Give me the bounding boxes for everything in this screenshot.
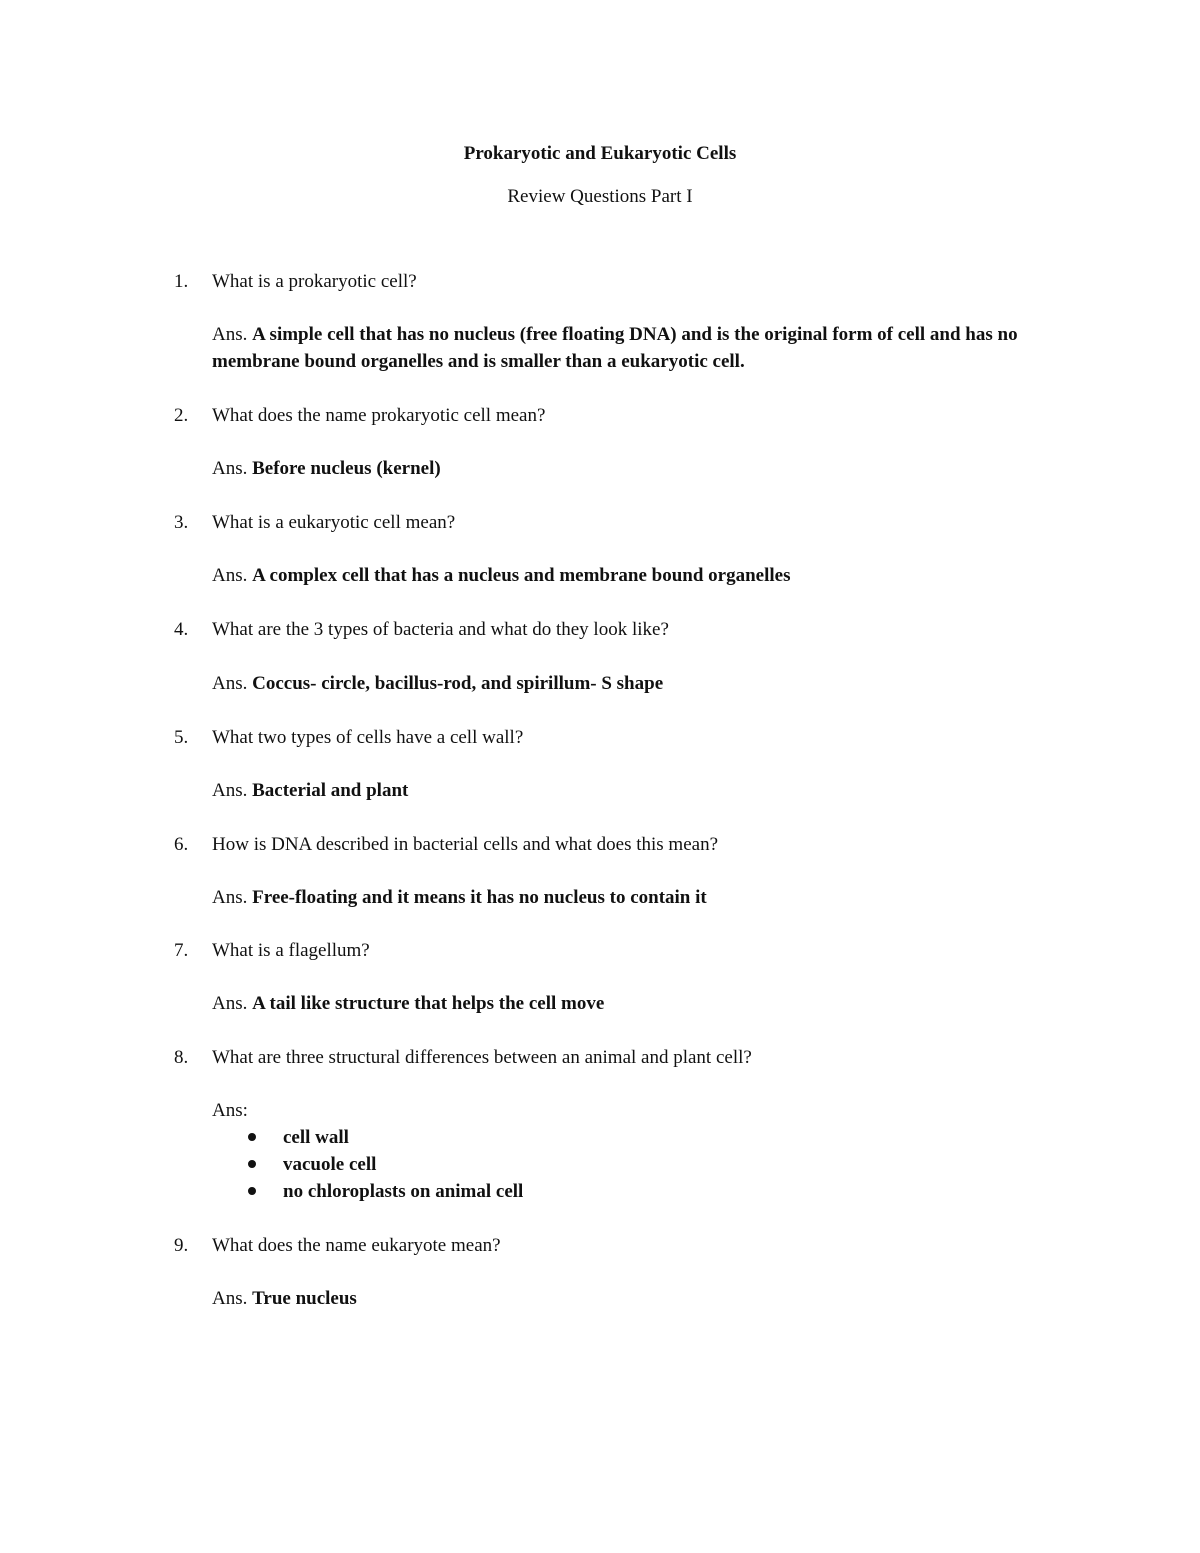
bullet-text: no chloroplasts on animal cell [283,1181,524,1202]
question-text: What does the name eukaryote mean? [212,1235,501,1256]
question-number: 8. [174,1047,189,1068]
question-number: 6. [174,834,189,855]
list-item [244,1124,844,1151]
answer-label: Ans. [212,780,253,801]
question-text: What does the name prokaryotic cell mean? [212,405,546,426]
question-text: What is a prokaryotic cell? [212,271,417,292]
question-text: How is DNA described in bacterial cells and what does this mean? [212,834,718,855]
answer-4 [212,670,1072,697]
bullet-icon [248,1187,256,1195]
answer-2 [212,455,1072,482]
answer-label: Ans. [212,324,253,345]
answer-5 [212,777,1072,804]
question-number: 5. [174,727,189,748]
answer-text: Before nucleus (kernel) [252,458,441,479]
answer-label: Ans. [212,1288,253,1309]
answer-label: Ans. [212,887,253,908]
question-text: What are three structural differences between an animal and plant cell? [212,1047,752,1068]
list-item [244,1178,844,1205]
answer-label: Ans. [212,993,253,1014]
answer-label: Ans. [212,565,253,586]
bullet-icon [248,1160,256,1168]
answer-6 [212,884,1072,911]
question-text: What are the 3 types of bacteria and what do they look like? [212,619,669,640]
answer-text: True nucleus [252,1288,357,1309]
answer-8 [212,1097,1072,1124]
document-title: Prokaryotic and Eukaryotic Cells [463,143,737,164]
answer-text: A tail like structure that helps the cell move [252,993,605,1014]
answer-label: Ans. [212,458,253,479]
question-number: 9. [174,1235,189,1256]
bullet-icon [248,1133,256,1141]
list-item [244,1151,844,1178]
question-number: 3. [174,512,189,533]
answer-text: Coccus- circle, bacillus-rod, and spirillum- S shape [252,673,664,694]
answer-label: Ans. [212,673,253,694]
bullet-text: vacuole cell [283,1154,377,1175]
question-number: 2. [174,405,189,426]
question-text: What is a eukaryotic cell mean? [212,512,456,533]
answer-text: Bacterial and plant [252,780,409,801]
question-text: What is a flagellum? [212,940,370,961]
question-text: What two types of cells have a cell wall? [212,727,524,748]
question-number: 1. [174,271,189,292]
answer-7 [212,990,1072,1017]
document-subtitle: Review Questions Part I [507,186,693,207]
answer-9 [212,1285,1072,1312]
answer-text: A complex cell that has a nucleus and membrane bound organelles [252,565,791,586]
answer-1 [212,321,1072,375]
answer-text: Free-floating and it means it has no nucleus to contain it [252,887,707,908]
bullet-text: cell wall [283,1127,349,1148]
answer-8-bullet-list [244,1124,844,1205]
question-number: 7. [174,940,189,961]
answer-label: Ans: [212,1100,248,1121]
question-number: 4. [174,619,189,640]
answer-text: A simple cell that has no nucleus (free floating DNA) and is the original form of cell and has no membrane bound organelles and is smaller than a eukaryotic cell. [212,324,1018,372]
answer-3 [212,562,1072,589]
